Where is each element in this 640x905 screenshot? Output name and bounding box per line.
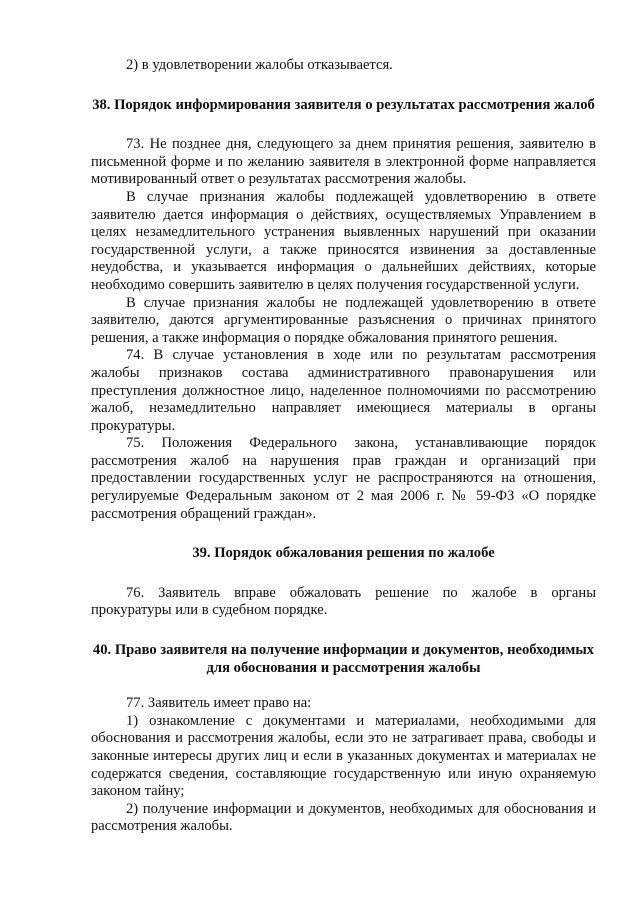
paragraph-73: 73. Не позднее дня, следующего за днем принятия решения, заявителю в письменной форме и по желанию заявителя в электронной форме направляется мотивированный ответ о результатах рассмотрения жалобы. [91,136,596,188]
paragraph-77-item-1: 1) ознакомление с документами и материалами, необходимыми для обоснования и рассмотрения жалобы, если это не затрагивает права, свободы и законные интересы других лиц и если в указанных документах и материалах не содержатся сведения, составляющие государственную или иную охраняемую законом тайну; [91,712,596,800]
paragraph-73-satisfied: В случае признания жалобы подлежащей удовлетворению в ответе заявителю дается информация о действиях, осуществляемых Управлением в целях незамедлительного устранения выявленных нарушений при оказании государственной услуги, а также приносятся извинения за доставленные неудобства, и указывается информация о дальнейших действиях, которые необходимо совершить заявителю в целях получения государственной услуги. [91,188,596,293]
paragraph-74: 74. В случае установления в ходе или по результатам рассмотрения жалобы признаков состава административного правонарушения или преступления должностное лицо, наделенное полномочиями по рассмотрению жалоб, незамедлительно направляет имеющиеся материалы в органы прокуратуры. [91,347,596,434]
paragraph-76: 76. Заявитель вправе обжаловать решение по жалобе в органы прокуратуры или в судебном порядке. [91,584,596,619]
paragraph-77-item-2: 2) получение информации и документов, необходимых для обоснования и рассмотрения жалобы. [91,800,596,835]
paragraph-77: 77. Заявитель имеет право на: [126,695,312,712]
paragraph-73-rejected: В случае признания жалобы не подлежащей удовлетворению в ответе заявителю, даются аргументированные разъяснения о причинах принятого решения, а также информация о порядке обжалования принятого решения. [91,294,596,346]
paragraph-75: 75. Положения Федерального закона, устанавливающие порядок рассмотрения жалоб на нарушения прав граждан и организаций при предоставлении государственных услуг не распространяются на отношения, регулируемые Федеральным законом от 2 мая 2006 г. № 59-ФЗ «О порядке рассмотрения обращений граждан». [91,435,596,522]
document-page [91,57,596,836]
intro-paragraph: 2) в удовлетворении жалобы отказывается. [126,57,393,73]
section-38-heading: 38. Порядок информирования заявителя о результатах рассмотрения жалоб [92,96,595,113]
section-39-heading: 39. Порядок обжалования решения по жалобе [192,545,495,562]
section-40-heading: 40. Право заявителя на получение информации и документов, необходимых для обоснования и рассмотрения жалобы [92,642,595,676]
